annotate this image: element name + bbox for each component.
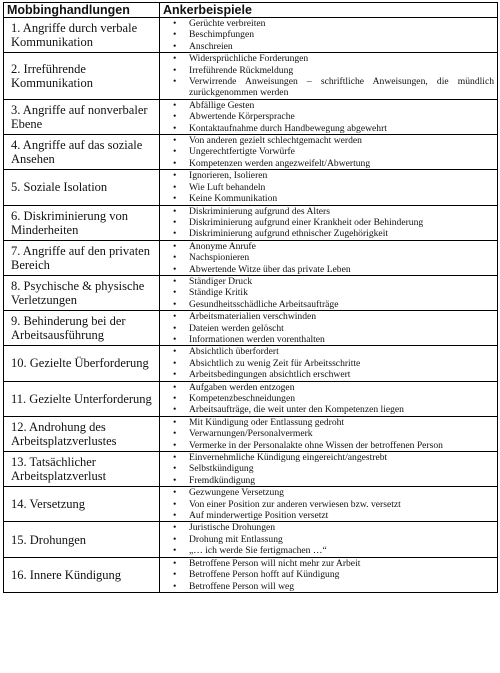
example-item: • Nachspionieren	[162, 252, 494, 263]
mobbing-category: 8. Psychische & physische Verletzungen	[4, 275, 160, 310]
example-item: • Gerüchte verbreiten	[162, 18, 494, 29]
example-item: • Wie Luft behandeln	[162, 182, 494, 193]
example-item: • Arbeitsbedingungen absichtlich erschwert	[162, 369, 494, 380]
table-row	[4, 18, 498, 53]
table-row	[4, 311, 498, 346]
example-cell	[160, 381, 498, 416]
example-list	[162, 522, 494, 556]
example-item: • Kompetenzen werden angezweifelt/Abwertung	[162, 158, 494, 169]
example-list	[162, 241, 494, 275]
example-item: • Kontaktaufnahme durch Handbewegung abgewehrt	[162, 123, 494, 134]
table-body	[4, 18, 498, 593]
example-cell	[160, 311, 498, 346]
header-mobbinghandlungen: Mobbinghandlungen	[4, 3, 160, 18]
mobbing-category: 16. Innere Kündigung	[4, 557, 160, 592]
mobbing-category: 14. Versetzung	[4, 487, 160, 522]
table-row	[4, 557, 498, 592]
mobbing-category: 7. Angriffe auf den privaten Bereich	[4, 240, 160, 275]
example-item: • Juristische Drohungen	[162, 522, 494, 533]
mobbing-category: 12. Androhung des Arbeitsplatzverlustes	[4, 416, 160, 451]
example-item: • Diskriminierung aufgrund einer Krankheit oder Behinderung	[162, 217, 494, 228]
table-row	[4, 522, 498, 557]
example-list	[162, 206, 494, 240]
example-list	[162, 100, 494, 134]
example-item: • Keine Kommunikation	[162, 193, 494, 204]
example-list	[162, 18, 494, 52]
example-item: • Fremdkündigung	[162, 475, 494, 486]
example-item: • Gesundheitsschädliche Arbeitsaufträge	[162, 299, 494, 310]
example-item: • Widersprüchliche Forderungen	[162, 53, 494, 64]
table-row	[4, 99, 498, 134]
example-item: • Ungerechtfertigte Vorwürfe	[162, 146, 494, 157]
table-row	[4, 487, 498, 522]
example-item: • Dateien werden gelöscht	[162, 323, 494, 334]
example-cell	[160, 53, 498, 100]
example-cell	[160, 487, 498, 522]
table-header-row	[4, 3, 498, 18]
table-row	[4, 452, 498, 487]
table-row	[4, 170, 498, 205]
example-item: • Arbeitsaufträge, die weit unter den Kompetenzen liegen	[162, 404, 494, 415]
example-cell	[160, 99, 498, 134]
example-item: • Von einer Position zur anderen verwiesen bzw. versetzt	[162, 499, 494, 510]
table-row	[4, 275, 498, 310]
example-cell	[160, 416, 498, 451]
example-item: • Irreführende Rückmeldung	[162, 65, 494, 76]
example-list	[162, 487, 494, 521]
example-item: • Abfällige Gesten	[162, 100, 494, 111]
example-item: • Informationen werden vorenthalten	[162, 334, 494, 345]
example-cell	[160, 205, 498, 240]
example-item: • „… ich werde Sie fertigmachen …“	[162, 545, 494, 556]
mobbing-category: 1. Angriffe durch verbale Kommunikation	[4, 18, 160, 53]
example-item: • Drohung mit Entlassung	[162, 534, 494, 545]
mobbing-category: 11. Gezielte Unterforderung	[4, 381, 160, 416]
mobbing-category: 3. Angriffe auf nonverbaler Ebene	[4, 99, 160, 134]
example-item: • Ständiger Druck	[162, 276, 494, 287]
mobbing-category: 15. Drohungen	[4, 522, 160, 557]
example-item: • Von anderen gezielt schlechtgemacht werden	[162, 135, 494, 146]
example-item: • Abwertende Körpersprache	[162, 111, 494, 122]
example-item: • Auf minderwertige Position versetzt	[162, 510, 494, 521]
example-list	[162, 170, 494, 204]
example-list	[162, 311, 494, 345]
example-cell	[160, 135, 498, 170]
mobbing-category: 5. Soziale Isolation	[4, 170, 160, 205]
example-item: • Diskriminierung aufgrund ethnischer Zugehörigkeit	[162, 228, 494, 239]
example-item: • Kompetenzbeschneidungen	[162, 393, 494, 404]
example-item: • Mit Kündigung oder Entlassung gedroht	[162, 417, 494, 428]
mobbing-category: 13. Tatsächlicher Arbeitsplatzverlust	[4, 452, 160, 487]
table-row	[4, 135, 498, 170]
example-item: • Vermerke in der Personalakte ohne Wissen der betroffenen Person	[162, 440, 494, 451]
mobbing-category: 6. Diskriminierung von Minderheiten	[4, 205, 160, 240]
example-item: • Betroffene Person hofft auf Kündigung	[162, 569, 494, 580]
example-cell	[160, 452, 498, 487]
header-ankerbeispiele: Ankerbeispiele	[160, 3, 498, 18]
example-cell	[160, 240, 498, 275]
table-row	[4, 205, 498, 240]
example-item: • Beschimpfungen	[162, 29, 494, 40]
example-item: • Anonyme Anrufe	[162, 241, 494, 252]
example-cell	[160, 346, 498, 381]
example-item: • Verwarnungen/Personalvermerk	[162, 428, 494, 439]
example-list	[162, 276, 494, 310]
example-list	[162, 452, 494, 486]
example-item: • Verwirrende Anweisungen – schriftliche Anweisungen, die mündlich zurückgenommen werden	[162, 76, 494, 99]
example-list	[162, 558, 494, 592]
example-item: • Arbeitsmaterialien verschwinden	[162, 311, 494, 322]
example-cell	[160, 18, 498, 53]
table-row	[4, 381, 498, 416]
example-item: • Betroffene Person will weg	[162, 581, 494, 592]
mobbing-category: 2. Irreführende Kommunikation	[4, 53, 160, 100]
example-item: • Betroffene Person will nicht mehr zur Arbeit	[162, 558, 494, 569]
example-item: • Absichtlich überfordert	[162, 346, 494, 357]
example-item: • Anschreien	[162, 41, 494, 52]
example-cell	[160, 170, 498, 205]
example-cell	[160, 557, 498, 592]
example-list	[162, 53, 494, 99]
example-list	[162, 382, 494, 416]
mobbing-table	[3, 2, 498, 593]
example-item: • Aufgaben werden entzogen	[162, 382, 494, 393]
example-list	[162, 346, 494, 380]
example-item: • Ignorieren, Isolieren	[162, 170, 494, 181]
example-item: • Abwertende Witze über das private Leben	[162, 264, 494, 275]
example-item: • Selbstkündigung	[162, 463, 494, 474]
example-list	[162, 417, 494, 451]
example-item: • Einvernehmliche Kündigung eingereicht/angestrebt	[162, 452, 494, 463]
example-item: • Gezwungene Versetzung	[162, 487, 494, 498]
table-row	[4, 346, 498, 381]
mobbing-category: 10. Gezielte Überforderung	[4, 346, 160, 381]
example-cell	[160, 522, 498, 557]
example-item: • Diskriminierung aufgrund des Alters	[162, 206, 494, 217]
table-row	[4, 416, 498, 451]
example-item: • Ständige Kritik	[162, 287, 494, 298]
mobbing-category: 9. Behinderung bei der Arbeitsausführung	[4, 311, 160, 346]
table-row	[4, 53, 498, 100]
example-cell	[160, 275, 498, 310]
table-row	[4, 240, 498, 275]
example-item: • Absichtlich zu wenig Zeit für Arbeitsschritte	[162, 358, 494, 369]
mobbing-category: 4. Angriffe auf das soziale Ansehen	[4, 135, 160, 170]
example-list	[162, 135, 494, 169]
